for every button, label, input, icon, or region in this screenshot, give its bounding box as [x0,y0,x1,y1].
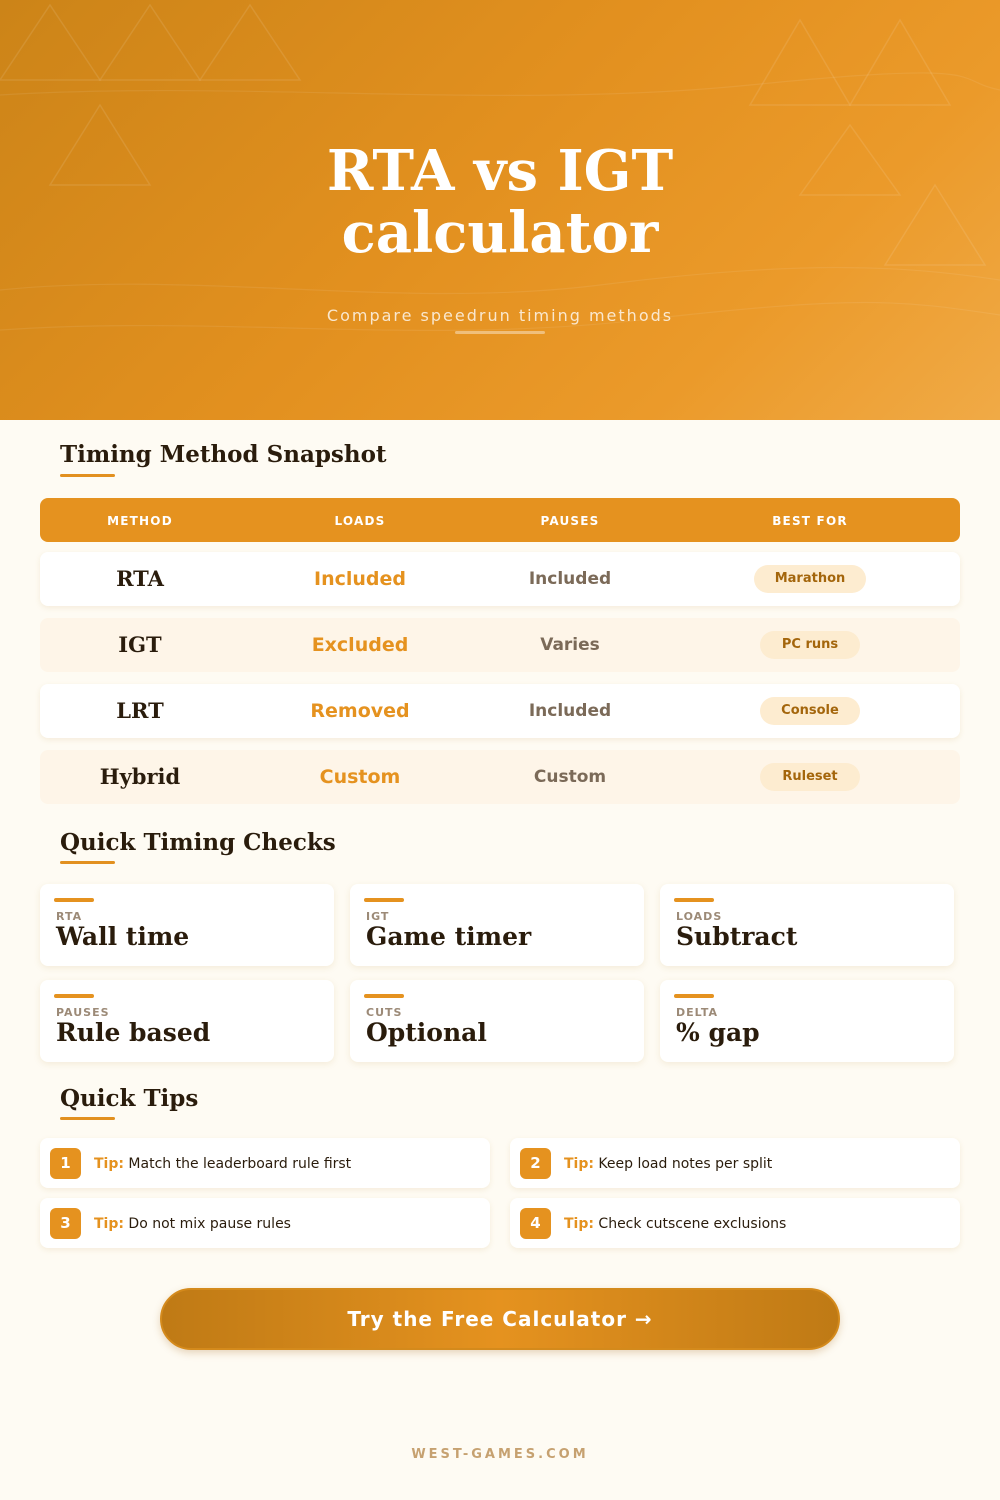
best-for-badge: Ruleset [760,763,860,791]
tip-text [94,1138,351,1188]
column-header-pauses: PAUSES [540,514,600,528]
loads-cell: Included [314,568,406,590]
best-for-badge: Console [760,697,860,725]
method-cell: RTA [116,566,164,591]
checks-heading: Quick Timing Checks [60,829,336,856]
check-card [40,980,334,1062]
try-calculator-button[interactable]: Try the Free Calculator → [160,1288,840,1350]
table-header [40,498,960,542]
tip-number-badge: 2 [520,1148,551,1179]
checks-heading-underline [60,861,115,864]
tip-body: Match the leaderboard rule first [128,1156,352,1172]
tip-item [510,1138,960,1188]
table-row [40,684,960,738]
column-header-best-for: BEST FOR [772,514,848,528]
card-label: CUTS [366,1006,403,1019]
card-value: Subtract [676,922,798,951]
tips-heading: Quick Tips [60,1085,199,1112]
tip-item [40,1138,490,1188]
column-header-loads: LOADS [334,514,386,528]
card-value: % gap [676,1018,760,1047]
page-title [0,140,1000,264]
card-value: Game timer [366,922,532,951]
check-card [660,884,954,966]
card-label: IGT [366,910,390,923]
title-line-1: RTA vs IGT [326,138,674,204]
tip-item [40,1198,490,1248]
tip-item [510,1198,960,1248]
method-cell: IGT [118,632,162,657]
card-value: Optional [366,1018,487,1047]
tip-prefix: Tip: [94,1216,124,1232]
title-line-2: calculator [341,200,659,266]
loads-cell: Removed [310,700,410,722]
pauses-cell: Included [528,569,612,589]
footer-site-link[interactable]: WEST-GAMES.COM [411,1447,589,1462]
tip-text [564,1138,772,1188]
tip-text [564,1198,786,1248]
tip-number-badge: 3 [50,1208,81,1239]
card-accent [674,898,714,902]
best-for-badge: Marathon [754,565,866,593]
table-row [40,750,960,804]
card-accent [364,898,404,902]
check-card [40,884,334,966]
check-card [660,980,954,1062]
card-accent [364,994,404,998]
card-accent [674,994,714,998]
card-accent [54,898,94,902]
tip-prefix: Tip: [94,1156,124,1172]
hero-divider [455,331,545,334]
card-label: PAUSES [56,1006,110,1019]
table-row [40,618,960,672]
snapshot-heading: Timing Method Snapshot [60,441,387,468]
check-card [350,980,644,1062]
pauses-cell: Included [528,701,612,721]
tip-prefix: Tip: [564,1216,594,1232]
method-cell: Hybrid [99,764,181,789]
tip-prefix: Tip: [564,1156,594,1172]
loads-cell: Excluded [311,634,409,656]
tip-number-badge: 1 [50,1148,81,1179]
tip-number-badge: 4 [520,1208,551,1239]
card-label: LOADS [676,910,723,923]
card-accent [54,994,94,998]
hero-banner [0,0,1000,420]
hero-subtitle: Compare speedrun timing methods [326,306,674,325]
tip-text [94,1198,291,1248]
tip-body: Keep load notes per split [598,1156,773,1172]
loads-cell: Custom [319,766,401,788]
method-cell: LRT [116,698,164,723]
check-card [350,884,644,966]
card-value: Wall time [56,922,190,951]
card-label: DELTA [676,1006,718,1019]
pauses-cell: Custom [533,767,607,787]
tips-heading-underline [60,1117,115,1120]
pauses-cell: Varies [540,635,600,655]
snapshot-heading-underline [60,474,115,477]
card-label: RTA [56,910,83,923]
column-header-method: METHOD [107,514,173,528]
tip-body: Check cutscene exclusions [598,1216,787,1232]
card-value: Rule based [56,1018,211,1047]
best-for-badge: PC runs [760,631,860,659]
table-row [40,552,960,606]
tip-body: Do not mix pause rules [128,1216,291,1232]
